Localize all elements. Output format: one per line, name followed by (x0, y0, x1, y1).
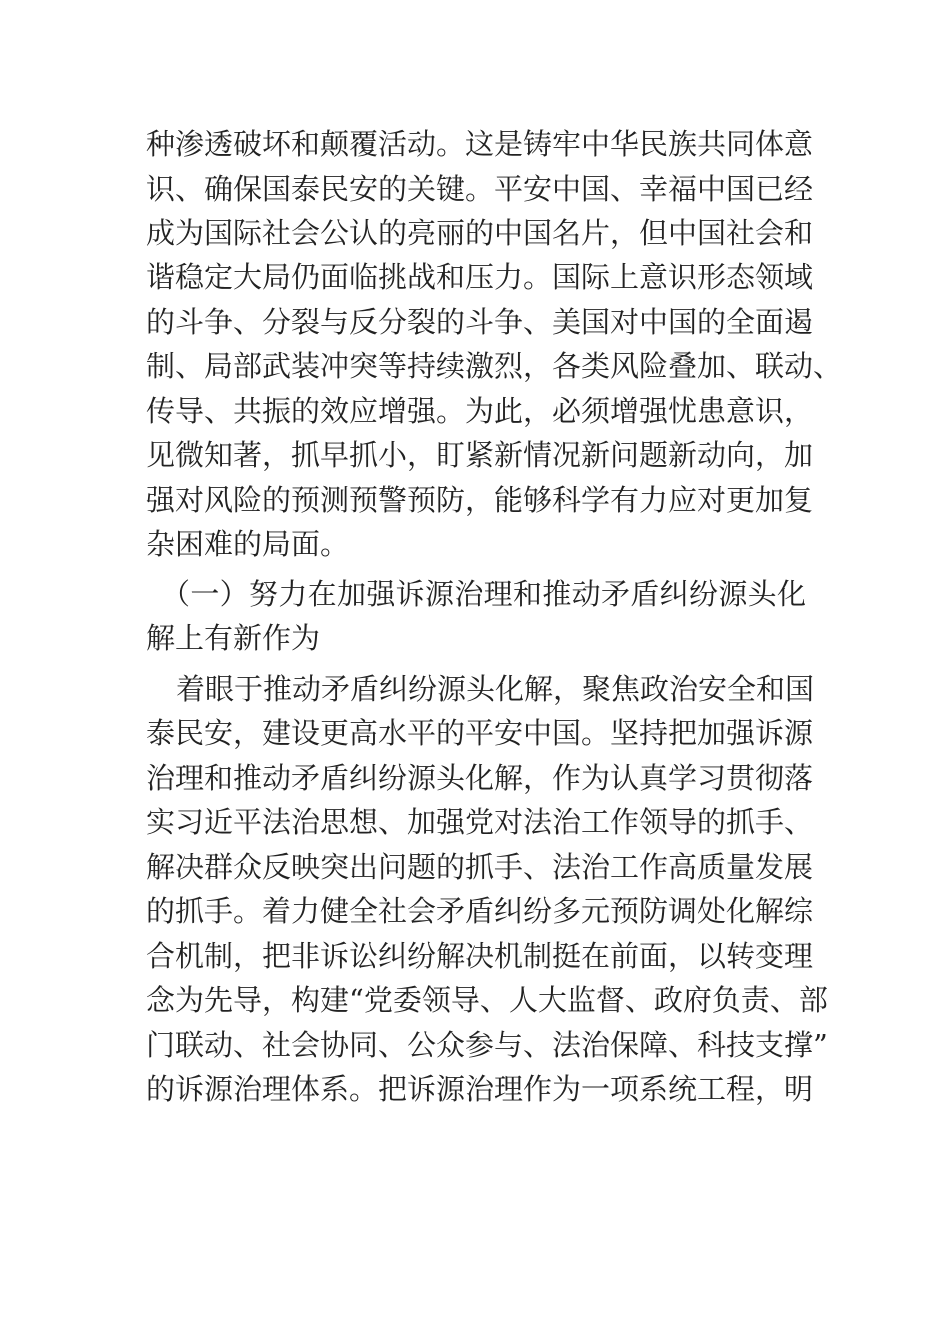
text-line: 种渗透破坏和颠覆活动。这是铸牢中华民族共同体意 (146, 127, 814, 161)
heading-line: 解上有新作为 (146, 621, 321, 655)
text-line: 实习近平法治思想、加强党对法治工作领导的抓手、 (146, 805, 814, 839)
text-line: 治理和推动矛盾纠纷源头化解，作为认真学习贯彻落 (146, 761, 814, 795)
heading-line: （一）努力在加强诉源治理和推动矛盾纠纷源头化 (161, 577, 806, 611)
text-line: 合机制，把非诉讼纠纷解决机制挺在前面，以转变理 (146, 939, 814, 973)
text-line: 强对风险的预测预警预防，能够科学有力应对更加复 (146, 483, 814, 517)
text-line: 着眼于推动矛盾纠纷源头化解，聚焦政治安全和国 (176, 672, 815, 706)
text-line: 制、局部武装冲突等持续激烈，各类风险叠加、联动、 (146, 349, 843, 383)
text-line: 的斗争、分裂与反分裂的斗争、美国对中国的全面遏 (146, 305, 814, 339)
text-line: 见微知著，抓早抓小，盯紧新情况新问题新动向，加 (146, 438, 814, 472)
text-line: 成为国际社会公认的亮丽的中国名片，但中国社会和 (146, 216, 814, 250)
text-line: 谐稳定大局仍面临挑战和压力。国际上意识形态领域 (146, 260, 814, 294)
text-line: 解决群众反映突出问题的抓手、法治工作高质量发展 (146, 850, 814, 884)
text-line: 泰民安，建设更高水平的平安中国。坚持把加强诉源 (146, 716, 814, 750)
text-line: 的抓手。着力健全社会矛盾纠纷多元预防调处化解综 (146, 894, 814, 928)
text-line: 传导、共振的效应增强。为此，必须增强忧患意识， (146, 394, 814, 428)
text-line: 杂困难的局面。 (146, 527, 350, 561)
text-line: 念为先导，构建“党委领导、人大监督、政府负责、部 (146, 983, 828, 1017)
text-line: 门联动、社会协同、公众参与、法治保障、科技支撑” (146, 1028, 828, 1062)
text-line: 的诉源治理体系。把诉源治理作为一项系统工程，明 (146, 1072, 814, 1106)
text-line: 识、确保国泰民安的关键。平安中国、幸福中国已经 (146, 172, 814, 206)
